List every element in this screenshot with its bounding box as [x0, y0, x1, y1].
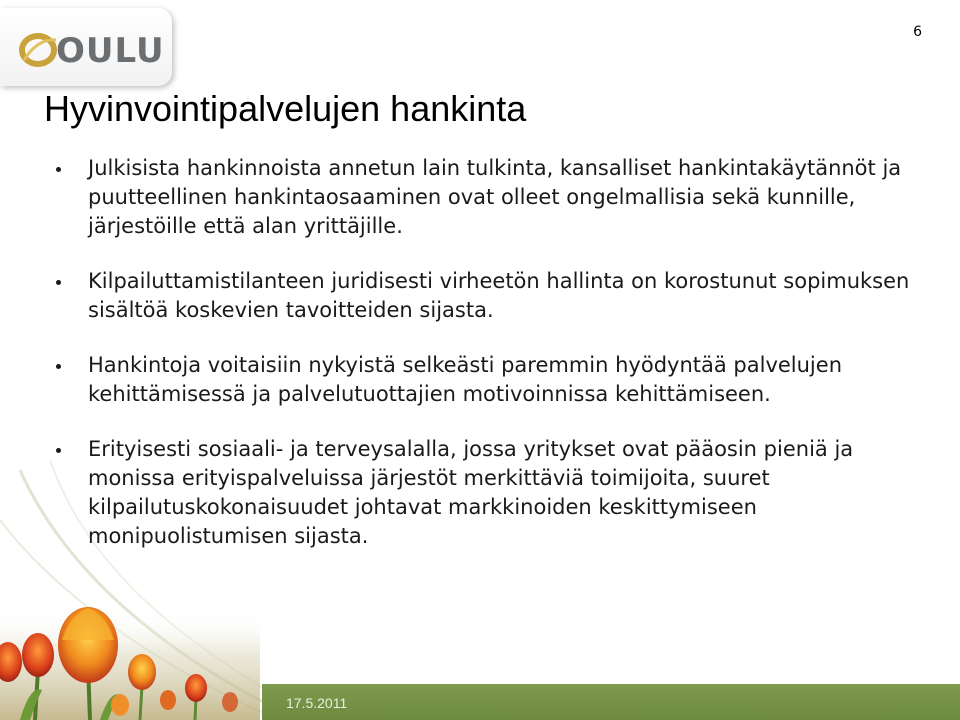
bullet-text: Julkisista hankinnoista annetun lain tulkinta, kansalliset hankintakäytännöt ja puutteellinen hankintaosaaminen ovat olleet ongelmallisia sekä kunnille, järjestöille että alan yrittäjille. — [88, 156, 902, 238]
tulip-photo — [0, 590, 260, 720]
bullet-dot-icon — [56, 167, 61, 172]
logo-text: OULU — [56, 31, 165, 71]
bullet-dot-icon — [56, 364, 61, 369]
bullet-text: Hankintoja voitaisiin nykyistä selkeästi paremmin hyödyntää palvelujen kehittämisessä ja palvelutuottajien motivoinnissa kehittämiseen. — [88, 353, 843, 406]
bullet-text: Kilpailuttamistilanteen juridisesti virheetön hallinta on korostunut sopimuksen sisältöä koskevien tavoitteiden sijasta. — [88, 269, 910, 322]
bullet-item — [56, 351, 936, 409]
bullet-dot-icon — [56, 448, 61, 453]
bullet-text: Erityisesti sosiaali- ja terveysalalla, jossa yritykset ovat pääosin pieniä ja monissa erityispalveluissa järjestöt merkittäviä toimijoita, suuret kilpailutuskokonaisuudet johtavat markkinoiden keskittymiseen monipuolistumisen sijasta. — [88, 437, 854, 548]
bullet-item — [56, 267, 936, 325]
page-number: 6 — [913, 24, 922, 40]
bullet-dot-icon — [56, 280, 61, 285]
footer-date: 17.5.2011 — [286, 695, 348, 711]
bullet-item — [56, 154, 936, 241]
bullet-list — [56, 154, 936, 551]
footer-bar — [262, 684, 960, 720]
logo-tab — [0, 8, 172, 86]
slide-title: Hyvinvointipalvelujen hankinta — [44, 88, 527, 129]
bullet-item — [56, 435, 936, 551]
